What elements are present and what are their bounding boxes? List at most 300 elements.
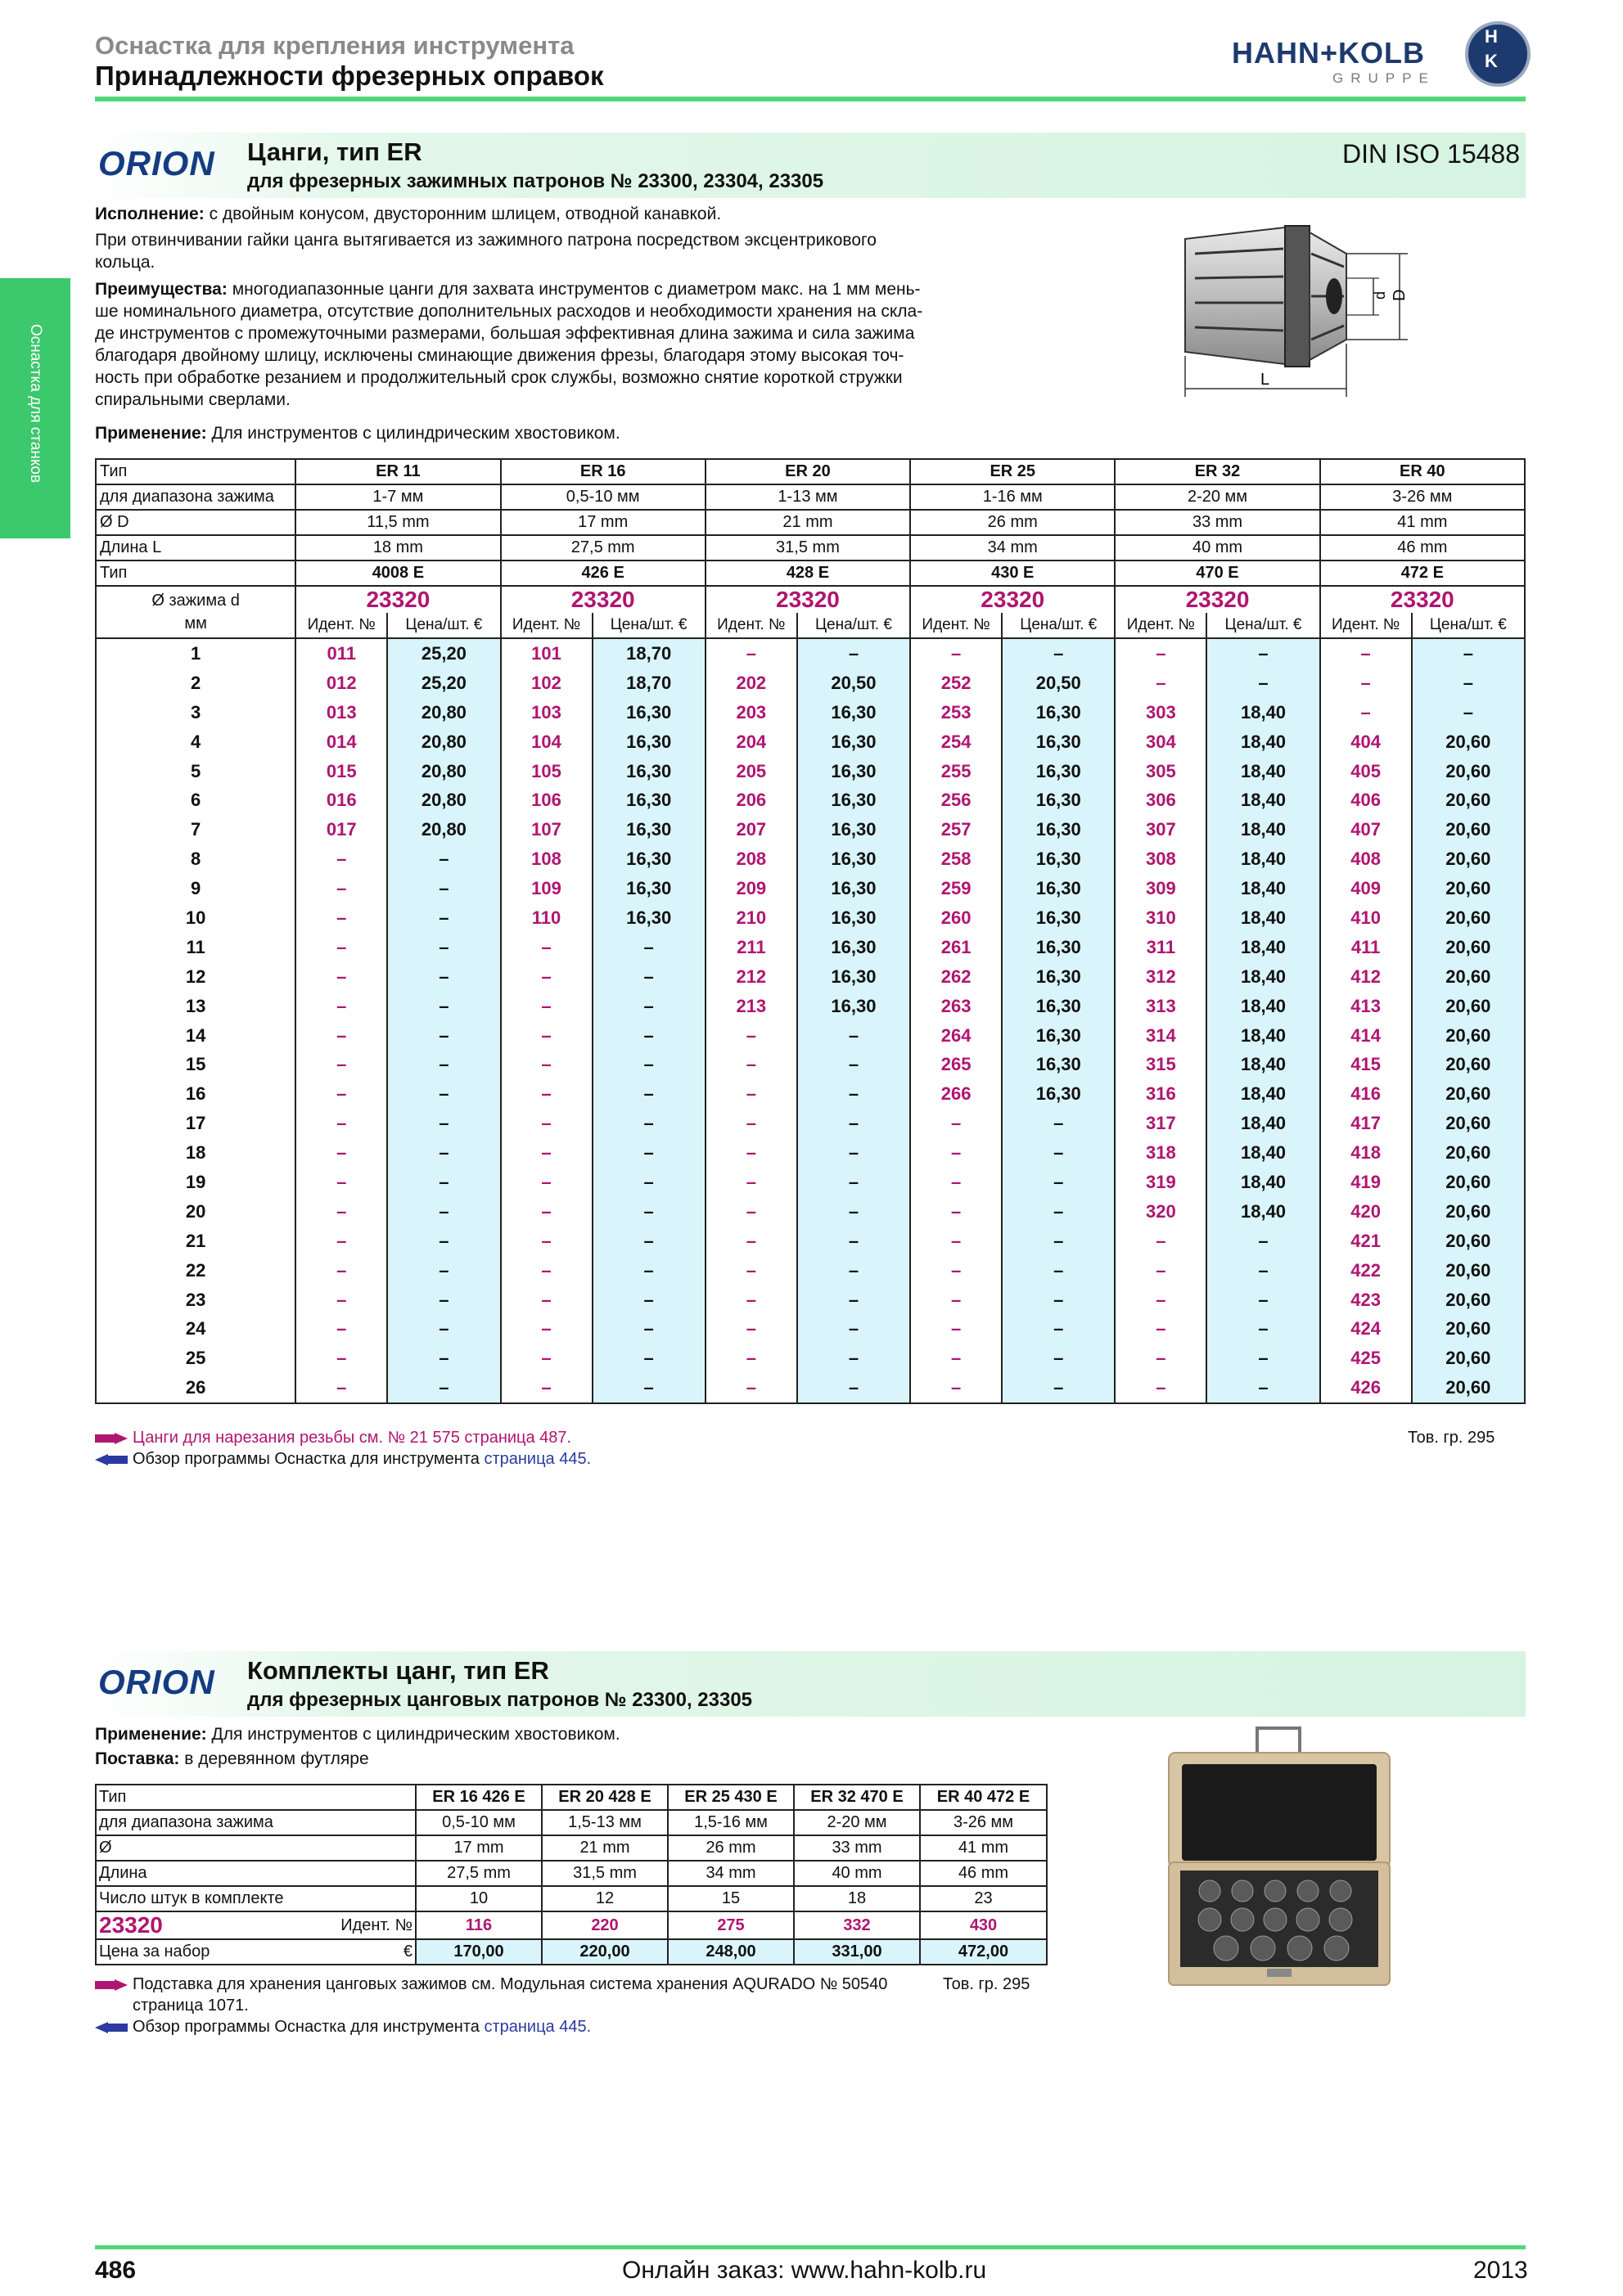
ident-number: – bbox=[501, 1344, 593, 1373]
ident-number: 426 bbox=[1320, 1373, 1412, 1403]
unit-price: 18,40 bbox=[1206, 1079, 1319, 1109]
advantages-line6: спиральными сверлами. bbox=[95, 390, 291, 409]
set-ident-number: 332 bbox=[794, 1911, 920, 1939]
ident-number: 108 bbox=[501, 844, 593, 874]
ident-number: – bbox=[501, 1314, 593, 1344]
ident-number: 425 bbox=[1320, 1344, 1412, 1373]
ident-number: 253 bbox=[910, 698, 1002, 727]
ident-number: – bbox=[1320, 669, 1412, 698]
ident-number: – bbox=[501, 962, 593, 992]
article-number: 23320 bbox=[910, 586, 1115, 613]
unit-price: – bbox=[593, 1256, 706, 1285]
unit-price: – bbox=[797, 1197, 910, 1227]
unit-price: 20,60 bbox=[1412, 727, 1525, 757]
ident-number: 306 bbox=[1115, 786, 1206, 815]
set-id-label: Идент. № bbox=[320, 1911, 416, 1939]
ident-number: – bbox=[295, 1050, 387, 1079]
unit-price: – bbox=[387, 1050, 500, 1079]
set-ident-number: 220 bbox=[542, 1911, 668, 1939]
unit-price: – bbox=[387, 844, 500, 874]
ident-number: – bbox=[501, 933, 593, 962]
ident-number: 416 bbox=[1320, 1079, 1412, 1109]
ident-number: 107 bbox=[501, 815, 593, 844]
ident-number: – bbox=[1115, 669, 1206, 698]
article-number: 23320 bbox=[706, 586, 910, 613]
table-row bbox=[96, 903, 1525, 933]
spec-label: Длина L bbox=[96, 535, 295, 560]
unit-price: 16,30 bbox=[797, 962, 910, 992]
spec-value: ER 32 bbox=[1115, 459, 1319, 484]
set-ident-number: 116 bbox=[416, 1911, 542, 1939]
online-order-link[interactable]: Онлайн заказ: www.hahn-kolb.ru bbox=[622, 2257, 987, 2284]
dim-d-label: d bbox=[1372, 290, 1388, 299]
unit-price: 16,30 bbox=[1002, 962, 1115, 992]
unit-price: 18,40 bbox=[1206, 727, 1319, 757]
dim-L-label: L bbox=[1260, 371, 1270, 389]
collet-set-case-image bbox=[1161, 1723, 1398, 1993]
ident-number: 203 bbox=[706, 698, 797, 727]
ident-number: 318 bbox=[1115, 1138, 1206, 1168]
spec-value: 46 mm bbox=[1320, 535, 1525, 560]
set-spec-value: 15 bbox=[668, 1886, 794, 1911]
table-row bbox=[96, 992, 1525, 1021]
ident-number: 264 bbox=[910, 1021, 1002, 1051]
ident-number: 102 bbox=[501, 669, 593, 698]
clamp-size: 11 bbox=[96, 933, 295, 962]
clamp-size: 15 bbox=[96, 1050, 295, 1079]
spec-value: ER 16 bbox=[501, 459, 706, 484]
ident-number: 413 bbox=[1320, 992, 1412, 1021]
set-spec-value: ER 20 428 E bbox=[542, 1785, 668, 1810]
spec-row bbox=[96, 510, 1525, 535]
unit-price: – bbox=[593, 933, 706, 962]
ident-number: – bbox=[706, 1344, 797, 1373]
unit-price: 20,60 bbox=[1412, 1256, 1525, 1285]
ident-number: – bbox=[706, 1314, 797, 1344]
unit-price: – bbox=[387, 1285, 500, 1315]
table-row bbox=[96, 727, 1525, 757]
unit-price: 16,30 bbox=[797, 933, 910, 962]
ident-number: 424 bbox=[1320, 1314, 1412, 1344]
unit-price: – bbox=[1002, 1109, 1115, 1138]
brand-logo-text: HAHN+KOLB bbox=[1232, 36, 1426, 70]
unit-price: 20,60 bbox=[1412, 844, 1525, 874]
ident-number: 412 bbox=[1320, 962, 1412, 992]
set-ident-number: 275 bbox=[668, 1911, 794, 1939]
set-id-row bbox=[96, 1911, 1047, 1939]
clamp-size: 8 bbox=[96, 844, 295, 874]
ident-number: 213 bbox=[706, 992, 797, 1021]
set-ident-number: 430 bbox=[920, 1911, 1047, 1939]
ident-number: – bbox=[295, 1227, 387, 1256]
ident-number: – bbox=[295, 933, 387, 962]
set-spec-label: для диапазона зажима bbox=[96, 1810, 416, 1835]
ident-number: 312 bbox=[1115, 962, 1206, 992]
price-column-header: Цена/шт. € bbox=[797, 613, 910, 638]
ident-number: – bbox=[706, 1256, 797, 1285]
unit-price: 20,60 bbox=[1412, 1079, 1525, 1109]
ident-number: – bbox=[501, 1050, 593, 1079]
unit-price: 20,80 bbox=[387, 757, 500, 786]
table-row bbox=[96, 757, 1525, 786]
unit-price: 16,30 bbox=[1002, 992, 1115, 1021]
unit-price: – bbox=[1206, 1314, 1319, 1344]
unit-price: – bbox=[797, 1344, 910, 1373]
spec-value: ER 20 bbox=[706, 459, 910, 484]
unit-price: – bbox=[1002, 1227, 1115, 1256]
ident-number: – bbox=[501, 1256, 593, 1285]
ident-number: 109 bbox=[501, 874, 593, 903]
ident-number: 311 bbox=[1115, 933, 1206, 962]
collet-table bbox=[95, 458, 1526, 1404]
unit-price: – bbox=[387, 962, 500, 992]
set-product-group: Тов. гр. 295 bbox=[943, 1975, 1030, 1993]
clamp-size: 25 bbox=[96, 1344, 295, 1373]
set-application-line bbox=[95, 1723, 620, 1745]
table-row bbox=[96, 1197, 1525, 1227]
unit-price: – bbox=[387, 1021, 500, 1051]
set-application-text: Для инструментов с цилиндрическим хвостовиком. bbox=[211, 1725, 620, 1744]
unit-price: 18,40 bbox=[1206, 1021, 1319, 1051]
ident-number: – bbox=[295, 1197, 387, 1227]
set-note-program-overview-text: Обзор программы Оснастка для инструмента bbox=[133, 2018, 480, 2036]
ident-number: – bbox=[706, 1079, 797, 1109]
table-row bbox=[96, 874, 1525, 903]
ident-number: 255 bbox=[910, 757, 1002, 786]
ident-number: – bbox=[910, 1109, 1002, 1138]
table-row bbox=[96, 1227, 1525, 1256]
dim-D-label: D bbox=[1391, 289, 1409, 301]
unit-price: 16,30 bbox=[1002, 815, 1115, 844]
ident-number: 257 bbox=[910, 815, 1002, 844]
note-program-overview-link[interactable]: страница 445. bbox=[484, 1450, 592, 1468]
ident-number: 202 bbox=[706, 669, 797, 698]
spec-value: 1-13 мм bbox=[706, 484, 910, 510]
section2-title: Комплекты цанг, тип ER bbox=[247, 1656, 549, 1685]
unit-price: 20,60 bbox=[1412, 815, 1525, 844]
unit-price: 16,30 bbox=[797, 698, 910, 727]
unit-price: – bbox=[387, 933, 500, 962]
unit-price: – bbox=[387, 874, 500, 903]
ident-number: 314 bbox=[1115, 1021, 1206, 1051]
ident-number: 206 bbox=[706, 786, 797, 815]
ident-number: 304 bbox=[1115, 727, 1206, 757]
unit-price: – bbox=[1002, 1285, 1115, 1315]
table-row bbox=[96, 1138, 1525, 1168]
ident-number: – bbox=[1115, 1285, 1206, 1315]
clamp-size: 7 bbox=[96, 815, 295, 844]
header-rule bbox=[95, 97, 1526, 101]
ident-number: 260 bbox=[910, 903, 1002, 933]
unit-price: 18,40 bbox=[1206, 1168, 1319, 1197]
ident-number: – bbox=[295, 1079, 387, 1109]
unit-price: 20,60 bbox=[1412, 786, 1525, 815]
ident-number: – bbox=[910, 1227, 1002, 1256]
ident-number: – bbox=[1320, 698, 1412, 727]
unit-price: 20,60 bbox=[1412, 903, 1525, 933]
unit-price: 18,40 bbox=[1206, 962, 1319, 992]
unit-price: 16,30 bbox=[1002, 903, 1115, 933]
ident-number: 307 bbox=[1115, 815, 1206, 844]
set-spec-label: Тип bbox=[96, 1785, 416, 1810]
blue-arrow-icon bbox=[95, 2022, 128, 2033]
unit-price: 20,60 bbox=[1412, 1373, 1525, 1403]
unit-price: 20,60 bbox=[1412, 1285, 1525, 1315]
unit-price: 20,50 bbox=[1002, 669, 1115, 698]
unit-price: – bbox=[1206, 669, 1319, 698]
unit-price: – bbox=[387, 903, 500, 933]
ident-number: 417 bbox=[1320, 1109, 1412, 1138]
set-spec-label: Длина bbox=[96, 1861, 416, 1886]
unit-price: – bbox=[593, 1168, 706, 1197]
set-delivery-text: в деревянном футляре bbox=[184, 1749, 369, 1768]
table-row bbox=[96, 844, 1525, 874]
clamp-size: 23 bbox=[96, 1285, 295, 1315]
spec-value: 0,5-10 мм bbox=[501, 484, 706, 510]
product-group: Тов. гр. 295 bbox=[1408, 1429, 1495, 1447]
ident-number: – bbox=[1115, 1256, 1206, 1285]
clamp-size: 16 bbox=[96, 1079, 295, 1109]
unit-price: – bbox=[1002, 1256, 1115, 1285]
ident-number: – bbox=[910, 1256, 1002, 1285]
set-spec-value: 1,5-16 мм bbox=[668, 1810, 794, 1835]
note-storage-line2[interactable]: страница 1071. bbox=[133, 1997, 249, 2015]
id-column-header: Идент. № bbox=[706, 613, 797, 638]
ident-number: 410 bbox=[1320, 903, 1412, 933]
unit-price: 16,30 bbox=[593, 727, 706, 757]
spec-value: 34 mm bbox=[910, 535, 1115, 560]
clamp-size: 5 bbox=[96, 757, 295, 786]
unit-price: 20,60 bbox=[1412, 757, 1525, 786]
spec-value: ER 25 bbox=[910, 459, 1115, 484]
set-spec-row bbox=[96, 1886, 1047, 1911]
section1-subtitle: для фрезерных зажимных патронов № 23300, 23304, 23305 bbox=[247, 170, 824, 192]
ident-number: 211 bbox=[706, 933, 797, 962]
ident-number: – bbox=[706, 1227, 797, 1256]
ident-number: – bbox=[706, 1197, 797, 1227]
spec-value: 31,5 mm bbox=[706, 535, 910, 560]
note-storage-text-line1[interactable]: Подставка для хранения цанговых зажимов см. Модульная система хранения AQURADO № 50540 bbox=[133, 1975, 888, 1993]
ident-number: 210 bbox=[706, 903, 797, 933]
unit-price: 18,40 bbox=[1206, 815, 1319, 844]
ident-number: 422 bbox=[1320, 1256, 1412, 1285]
set-spec-value: 2-20 мм bbox=[794, 1810, 920, 1835]
clamp-size: 12 bbox=[96, 962, 295, 992]
unit-price: – bbox=[387, 1197, 500, 1227]
ident-number: 011 bbox=[295, 638, 387, 669]
unit-price: 16,30 bbox=[593, 874, 706, 903]
set-currency: € bbox=[320, 1939, 416, 1965]
table-row bbox=[96, 1079, 1525, 1109]
unit-price: – bbox=[797, 1373, 910, 1403]
ident-number: 012 bbox=[295, 669, 387, 698]
ident-number: – bbox=[501, 1021, 593, 1051]
spec-value: 2-20 мм bbox=[1115, 484, 1319, 510]
unit-price: – bbox=[593, 1197, 706, 1227]
unit-price: 16,30 bbox=[797, 844, 910, 874]
pink-arrow-icon bbox=[95, 1979, 128, 1991]
unit-price: 16,30 bbox=[593, 698, 706, 727]
spec-value: 1-16 мм bbox=[910, 484, 1115, 510]
unit-price: – bbox=[797, 1256, 910, 1285]
unit-price: – bbox=[1206, 1344, 1319, 1373]
unit-price: 20,60 bbox=[1412, 1050, 1525, 1079]
table-row bbox=[96, 1344, 1525, 1373]
id-column-header: Идент. № bbox=[295, 613, 387, 638]
execution-text: с двойным конусом, двусторонним шлицем, отводной канавкой. bbox=[209, 205, 722, 223]
category-title: Оснастка для крепления инструмента bbox=[95, 31, 575, 60]
unit-price: 16,30 bbox=[797, 903, 910, 933]
spec-value: 428 E bbox=[706, 560, 910, 586]
set-spec-value: 34 mm bbox=[668, 1861, 794, 1886]
ident-number: 406 bbox=[1320, 786, 1412, 815]
unit-price: – bbox=[797, 1109, 910, 1138]
collet-drawing bbox=[1170, 221, 1424, 409]
unit-price: 20,60 bbox=[1412, 992, 1525, 1021]
advantages-line2: ше номинального диаметра, отсутствие дополнительных расходов и необходимости хранения на скла- bbox=[95, 302, 923, 321]
spec-value: 17 mm bbox=[501, 510, 706, 535]
unit-price: 18,40 bbox=[1206, 933, 1319, 962]
unit-price: – bbox=[797, 1314, 910, 1344]
table-row bbox=[96, 1021, 1525, 1051]
ident-number: – bbox=[295, 992, 387, 1021]
price-column-header: Цена/шт. € bbox=[593, 613, 706, 638]
unit-price: 20,60 bbox=[1412, 1109, 1525, 1138]
unit-price: 20,60 bbox=[1412, 1314, 1525, 1344]
table-row bbox=[96, 786, 1525, 815]
set-spec-value: 18 bbox=[794, 1886, 920, 1911]
unit-price: – bbox=[387, 1168, 500, 1197]
note-thread-collets-text[interactable]: Цанги для нарезания резьбы см. № 21 575 страница 487. bbox=[133, 1429, 572, 1447]
page-number: 486 bbox=[95, 2257, 137, 2284]
spec-row bbox=[96, 459, 1525, 484]
price-column-header: Цена/шт. € bbox=[387, 613, 500, 638]
ident-number: 013 bbox=[295, 698, 387, 727]
table-row bbox=[96, 698, 1525, 727]
clamp-size: 19 bbox=[96, 1168, 295, 1197]
blue-arrow-icon bbox=[95, 1454, 128, 1465]
clamp-size: 1 bbox=[96, 638, 295, 669]
set-note-program-overview-link[interactable]: страница 445. bbox=[484, 2018, 592, 2036]
table-row bbox=[96, 1256, 1525, 1285]
set-spec-row bbox=[96, 1810, 1047, 1835]
set-spec-value: 46 mm bbox=[920, 1861, 1047, 1886]
spec-value: 26 mm bbox=[910, 510, 1115, 535]
brand-badge-letter-k: K bbox=[1485, 51, 1498, 71]
footer-rule bbox=[95, 2245, 1526, 2249]
set-price: 331,00 bbox=[794, 1939, 920, 1965]
spec-value: 4008 E bbox=[295, 560, 500, 586]
collet-set-table bbox=[95, 1784, 1048, 1965]
ident-number: – bbox=[1115, 1227, 1206, 1256]
unit-price: 20,80 bbox=[387, 815, 500, 844]
ident-number: 319 bbox=[1115, 1168, 1206, 1197]
ident-number: – bbox=[295, 1285, 387, 1315]
set-price: 248,00 bbox=[668, 1939, 794, 1965]
unit-price: 20,60 bbox=[1412, 1227, 1525, 1256]
unit-price: – bbox=[387, 1109, 500, 1138]
ident-number: – bbox=[1115, 638, 1206, 669]
spec-label: для диапазона зажима bbox=[96, 484, 295, 510]
application-label: Применение: bbox=[95, 424, 207, 443]
ident-number: 418 bbox=[1320, 1138, 1412, 1168]
unit-price: – bbox=[387, 1373, 500, 1403]
unit-price: 18,40 bbox=[1206, 786, 1319, 815]
unit-price: 18,70 bbox=[593, 669, 706, 698]
set-spec-row bbox=[96, 1861, 1047, 1886]
unit-price: 16,30 bbox=[593, 844, 706, 874]
ident-number: 204 bbox=[706, 727, 797, 757]
unit-price: 16,30 bbox=[593, 757, 706, 786]
unit-price: 16,30 bbox=[797, 874, 910, 903]
ident-number: – bbox=[706, 1050, 797, 1079]
set-spec-value: 12 bbox=[542, 1886, 668, 1911]
unit-price: – bbox=[593, 1227, 706, 1256]
ident-number: – bbox=[501, 992, 593, 1021]
ident-number: – bbox=[706, 1021, 797, 1051]
unit-price: – bbox=[387, 1344, 500, 1373]
spec-value: 18 mm bbox=[295, 535, 500, 560]
unit-price: – bbox=[797, 1138, 910, 1168]
ident-number: 104 bbox=[501, 727, 593, 757]
unit-price: 20,60 bbox=[1412, 1138, 1525, 1168]
unit-price: 20,60 bbox=[1412, 874, 1525, 903]
table-row bbox=[96, 962, 1525, 992]
unit-price: 18,40 bbox=[1206, 698, 1319, 727]
clamp-size: 20 bbox=[96, 1197, 295, 1227]
unit-price: – bbox=[797, 1021, 910, 1051]
unit-price: – bbox=[1002, 638, 1115, 669]
ident-number: 256 bbox=[910, 786, 1002, 815]
ident-number: 407 bbox=[1320, 815, 1412, 844]
spec-value: 41 mm bbox=[1320, 510, 1525, 535]
unit-price: – bbox=[1002, 1344, 1115, 1373]
ident-number: 103 bbox=[501, 698, 593, 727]
ident-number: – bbox=[910, 1373, 1002, 1403]
unit-price: – bbox=[593, 1021, 706, 1051]
ident-number: – bbox=[501, 1285, 593, 1315]
ident-number: 258 bbox=[910, 844, 1002, 874]
ident-number: – bbox=[910, 1197, 1002, 1227]
unit-price: – bbox=[593, 1314, 706, 1344]
orion-logo: ORION bbox=[98, 144, 215, 182]
ident-number: 016 bbox=[295, 786, 387, 815]
note-program-overview bbox=[95, 1450, 591, 1469]
article-number: 23320 bbox=[1115, 586, 1319, 613]
set-spec-value: 23 bbox=[920, 1886, 1047, 1911]
ident-number: 212 bbox=[706, 962, 797, 992]
set-spec-label: Число штук в комплекте bbox=[96, 1886, 416, 1911]
unit-price: – bbox=[797, 1168, 910, 1197]
ident-number: 420 bbox=[1320, 1197, 1412, 1227]
unit-price: 18,40 bbox=[1206, 874, 1319, 903]
unit-price: 16,30 bbox=[797, 992, 910, 1021]
ident-number: – bbox=[295, 1314, 387, 1344]
spec-value: 21 mm bbox=[706, 510, 910, 535]
ident-number: 411 bbox=[1320, 933, 1412, 962]
unit-price: 25,20 bbox=[387, 669, 500, 698]
side-tab-label: Оснастка для станков bbox=[27, 323, 44, 484]
unit-price: 18,40 bbox=[1206, 1050, 1319, 1079]
ident-number: 409 bbox=[1320, 874, 1412, 903]
unit-price: – bbox=[387, 1227, 500, 1256]
unit-price: – bbox=[593, 1285, 706, 1315]
ident-number: – bbox=[910, 1138, 1002, 1168]
unit-price: 16,30 bbox=[1002, 786, 1115, 815]
ident-number: 262 bbox=[910, 962, 1002, 992]
ident-number: 415 bbox=[1320, 1050, 1412, 1079]
id-column-header: Идент. № bbox=[910, 613, 1002, 638]
